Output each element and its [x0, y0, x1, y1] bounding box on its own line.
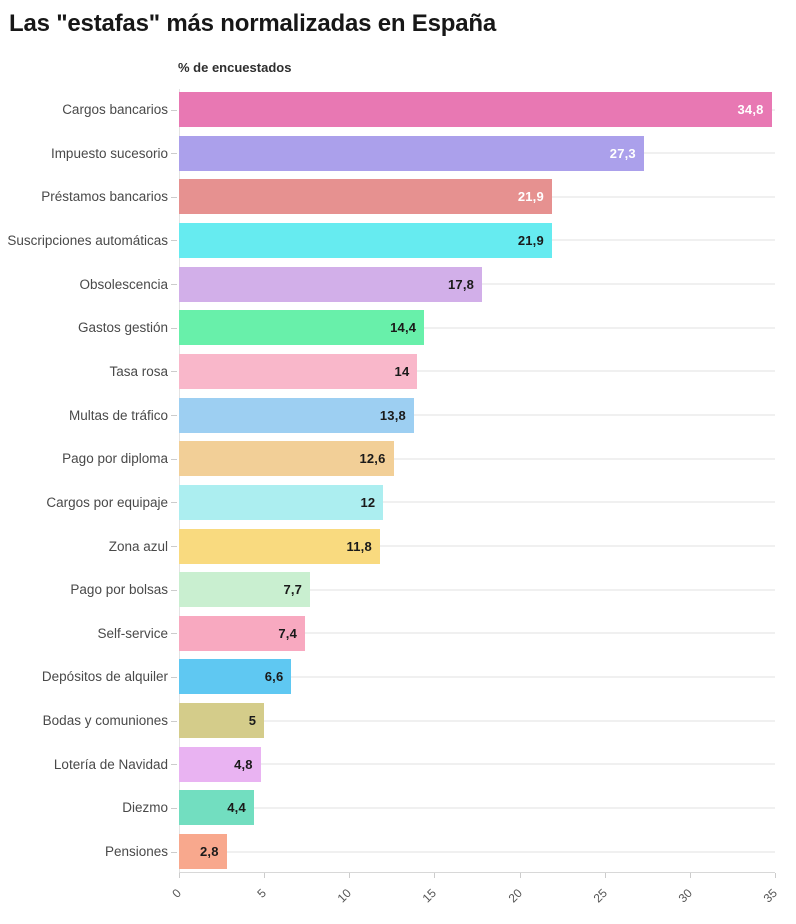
category-tick — [171, 721, 177, 722]
row-gridline — [179, 807, 775, 809]
category-label: Préstamos bancarios — [41, 189, 168, 205]
bar-value-label: 12,6 — [359, 451, 386, 467]
bar-value-label: 14,4 — [390, 320, 417, 336]
bar-value-label: 12 — [360, 494, 376, 510]
bar — [179, 572, 310, 607]
bar — [179, 616, 305, 651]
x-axis-tick — [434, 873, 435, 878]
category-label: Obsolescencia — [79, 276, 168, 292]
row-gridline — [179, 720, 775, 722]
bar — [179, 398, 414, 433]
category-label: Cargos bancarios — [62, 102, 168, 117]
bar — [179, 267, 482, 302]
bar-value-label: 17,8 — [447, 276, 475, 292]
bar-value-label: 14 — [394, 363, 410, 379]
category-label: Suscripciones automáticas — [7, 232, 168, 248]
x-axis-tick-label: 25 — [590, 886, 610, 906]
category-label: Multas de tráfico — [68, 407, 168, 423]
bar — [179, 441, 394, 476]
x-axis-tick — [349, 873, 350, 878]
bar — [179, 747, 261, 782]
category-label: Lotería de Navidad — [53, 756, 168, 772]
category-tick — [171, 590, 177, 591]
category-label: Pensiones — [104, 844, 168, 860]
category-label: Self-service — [97, 625, 168, 641]
category-tick — [171, 197, 177, 198]
category-tick — [171, 110, 177, 111]
x-axis-tick-label: 30 — [675, 886, 695, 906]
bar — [179, 485, 383, 520]
x-axis-line — [179, 872, 775, 873]
x-axis-tick-label: 20 — [505, 886, 525, 906]
x-axis-tick-label: 10 — [334, 886, 355, 906]
x-axis-tick — [520, 873, 521, 878]
category-tick — [171, 284, 177, 285]
x-axis-tick — [690, 873, 691, 878]
bar — [179, 92, 772, 127]
x-axis-tick-label: 35 — [760, 886, 780, 906]
category-tick — [171, 764, 177, 765]
category-label: Gastos gestión — [77, 320, 168, 336]
bar-value-label: 21,9 — [517, 189, 544, 205]
category-tick — [171, 459, 177, 460]
bar — [179, 310, 424, 345]
x-axis-tick — [605, 873, 606, 878]
chart-subtitle: % de encuestados — [178, 60, 292, 75]
bar — [179, 659, 291, 694]
bar — [179, 790, 254, 825]
x-axis-tick-label: 0 — [169, 886, 184, 901]
bar — [179, 136, 644, 171]
category-tick — [171, 153, 177, 154]
category-tick — [171, 546, 177, 547]
bar — [179, 354, 417, 389]
category-tick — [171, 415, 177, 416]
bar-value-label: 7,7 — [283, 582, 303, 598]
chart-title: Las "estafas" más normalizadas en España — [9, 10, 496, 37]
bar-value-label: 34,8 — [737, 102, 764, 117]
category-tick — [171, 371, 177, 372]
row-gridline — [179, 763, 775, 765]
category-tick — [171, 328, 177, 329]
category-label: Depósitos de alquiler — [41, 669, 168, 685]
bar — [179, 179, 552, 214]
bar-value-label: 6,6 — [264, 669, 284, 685]
bar-value-label: 21,9 — [517, 232, 544, 248]
x-axis-tick-label: 15 — [420, 886, 440, 906]
category-label: Cargos por equipaje — [46, 494, 168, 510]
category-tick — [171, 677, 177, 678]
x-axis-tick — [775, 873, 776, 878]
category-label: Pago por bolsas — [70, 582, 168, 598]
x-axis-tick — [264, 873, 265, 878]
x-axis-tick — [179, 873, 180, 878]
category-label: Pago por diploma — [62, 451, 168, 467]
category-tick — [171, 808, 177, 809]
category-tick — [171, 852, 177, 853]
category-tick — [171, 502, 177, 503]
bar — [179, 834, 227, 869]
row-gridline — [179, 851, 775, 853]
category-tick — [171, 633, 177, 634]
bar-value-label: 7,4 — [278, 625, 297, 641]
bar-value-label: 11,8 — [346, 538, 372, 554]
category-label: Bodas y comuniones — [42, 713, 168, 729]
bar-value-label: 4,8 — [234, 756, 253, 772]
category-label: Tasa rosa — [109, 363, 168, 379]
bar-value-label: 2,8 — [200, 844, 219, 860]
bar — [179, 223, 552, 258]
x-axis-tick-label: 5 — [254, 886, 270, 901]
bar — [179, 529, 380, 564]
bar — [179, 703, 264, 738]
category-label: Impuesto sucesorio — [50, 145, 168, 161]
bar-value-label: 13,8 — [379, 407, 406, 423]
bar-value-label: 5 — [248, 713, 257, 729]
category-label: Zona azul — [108, 538, 168, 554]
bar-value-label: 27,3 — [609, 145, 636, 161]
bar-value-label: 4,4 — [227, 800, 246, 816]
category-tick — [171, 240, 177, 241]
category-label: Diezmo — [122, 800, 168, 816]
